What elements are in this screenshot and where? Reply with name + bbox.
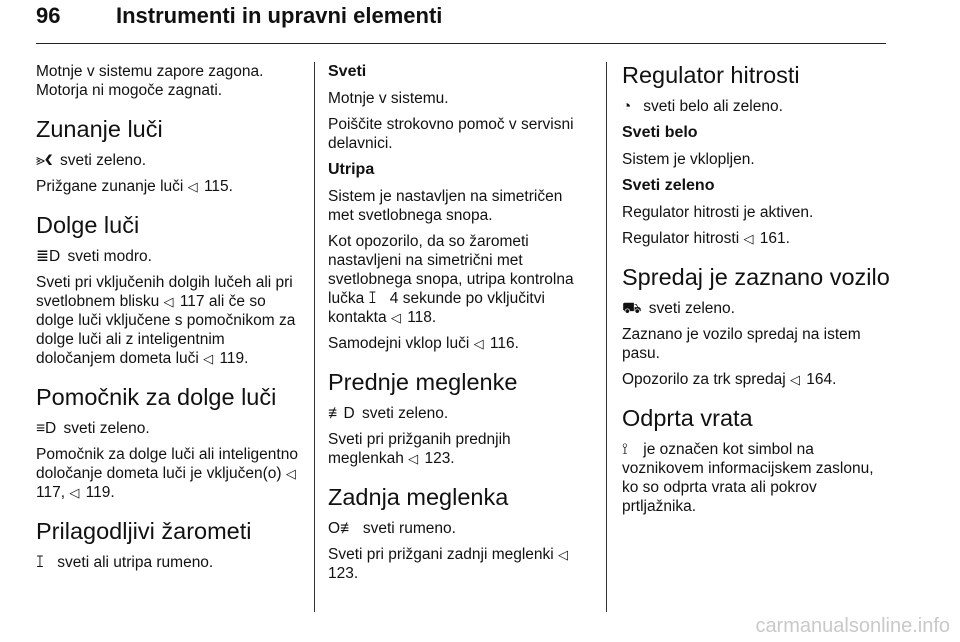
- page-ref-icon: ◁: [203, 351, 214, 366]
- cruise-control-icon: ◔: [622, 98, 632, 115]
- column-divider: [606, 62, 607, 612]
- section-heading: Spredaj je zaznano vozilo: [622, 264, 890, 290]
- paragraph: Opozorilo za trk spredaj ◁ 164.: [622, 371, 837, 388]
- column-1: [36, 62, 304, 579]
- section-heading: Prednje meglenke: [328, 369, 518, 395]
- paragraph: ꕯ sveti ali utripa rumeno.: [36, 554, 214, 571]
- page-ref-icon: ◁: [743, 231, 754, 246]
- paragraph: Regulator hitrosti ◁ 161.: [622, 230, 790, 247]
- section-heading: Prilagodljivi žarometi: [36, 518, 252, 544]
- paragraph: Kot opozorilo, da so žarometi nastavljeni na simetrični met svetlobnega snopa, utripa kontrolna lučka ꕯ 4 sekunde po vključitvi kontakta ◁ 118.: [328, 233, 574, 326]
- page-ref-icon: ◁: [390, 310, 401, 325]
- page-header: [36, 3, 886, 45]
- page-ref-icon: ◁: [187, 179, 198, 194]
- paragraph: Sistem je nastavljen na simetričen met svetlobnega snopa.: [328, 188, 563, 224]
- paragraph: Samodejni vklop luči ◁ 116.: [328, 335, 519, 352]
- subsection-heading: Utripa: [328, 161, 375, 178]
- subsection-heading: Sveti zeleno: [622, 177, 715, 194]
- paragraph: Motnje v sistemu.: [328, 90, 449, 107]
- front-fog-light-icon: ≢D: [328, 405, 355, 422]
- section-heading: Pomočnik za dolge luči: [36, 384, 277, 410]
- column-3: [622, 62, 890, 523]
- column-2: [328, 62, 590, 590]
- paragraph: Prižgane zunanje luči ◁ 115.: [36, 178, 233, 195]
- high-beam-assist-icon: ≡D: [36, 420, 57, 437]
- paragraph: ≣D sveti modro.: [36, 248, 152, 265]
- page-ref-icon: ◁: [473, 336, 484, 351]
- paragraph: ⛟ sveti zeleno.: [622, 300, 735, 317]
- page-ref-icon: ◁: [790, 372, 800, 387]
- section-heading: Zadnja meglenka: [328, 484, 509, 510]
- page-ref-icon: ◁: [163, 294, 174, 309]
- exterior-lights-icon: ⪢❮: [36, 152, 53, 169]
- paragraph: Sveti pri prižgani zadnji meglenki ◁ 123.: [328, 546, 569, 582]
- paragraph: Regulator hitrosti je aktiven.: [622, 204, 814, 221]
- adaptive-headlights-icon: ꕯ: [36, 554, 44, 571]
- paragraph: ⟟ je označen kot simbol na voznikovem informacijskem zaslonu, ko so odprta vrata ali pokrov prtljažnika.: [622, 441, 874, 515]
- page-ref-icon: ◁: [285, 466, 296, 481]
- high-beam-icon: ≣D: [36, 248, 61, 265]
- paragraph: ◔ sveti belo ali zeleno.: [622, 98, 783, 115]
- paragraph: Sveti pri vključenih dolgih lučeh ali pri svetlobnem blisku ◁ 117 ali če so dolge luči vključene s pomočnikom za dolge luči ali z inteligentnim določanjem dometa luči ◁ 119.: [36, 274, 296, 367]
- paragraph: ⪢❮ sveti zeleno.: [36, 152, 147, 169]
- vehicle-ahead-icon: ⛟: [622, 300, 642, 317]
- section-heading: Zunanje luči: [36, 116, 163, 142]
- door-open-icon: ⟟: [622, 441, 628, 458]
- section-heading: Regulator hitrosti: [622, 62, 800, 88]
- paragraph: Pomočnik za dolge luči ali inteligentno določanje dometa luči je vključen(o) ◁ 117, ◁ 119.: [36, 446, 298, 501]
- watermark: carmanualsonline.info: [755, 615, 950, 637]
- paragraph: ≢D sveti zeleno.: [328, 405, 449, 422]
- paragraph: Poiščite strokovno pomoč v servisni delavnici.: [328, 116, 574, 152]
- page-ref-icon: ◁: [69, 485, 80, 500]
- rear-fog-light-icon: O≢: [328, 520, 356, 537]
- page-title: Instrumenti in upravni elementi: [116, 3, 443, 28]
- subsection-heading: Sveti belo: [622, 124, 698, 141]
- column-divider: [314, 62, 315, 612]
- subsection-heading: Sveti: [328, 63, 367, 80]
- paragraph: O≢ sveti rumeno.: [328, 520, 456, 537]
- section-heading: Dolge luči: [36, 212, 140, 238]
- page-number: 96: [36, 3, 61, 28]
- paragraph: ≡D sveti zeleno.: [36, 420, 150, 437]
- header-rule: [36, 43, 886, 44]
- paragraph: Motnje v sistemu zapore zagona. Motorja ni mogoče zagnati.: [36, 63, 264, 99]
- paragraph: Sistem je vklopljen.: [622, 151, 755, 168]
- paragraph: Sveti pri prižganih prednjih meglenkah ◁ 123.: [328, 431, 511, 467]
- section-heading: Odprta vrata: [622, 405, 753, 431]
- adaptive-headlights-icon: ꕯ: [368, 290, 377, 307]
- page-ref-icon: ◁: [408, 451, 419, 466]
- paragraph: Zaznano je vozilo spredaj na istem pasu.: [622, 326, 861, 362]
- page-ref-icon: ◁: [558, 547, 569, 562]
